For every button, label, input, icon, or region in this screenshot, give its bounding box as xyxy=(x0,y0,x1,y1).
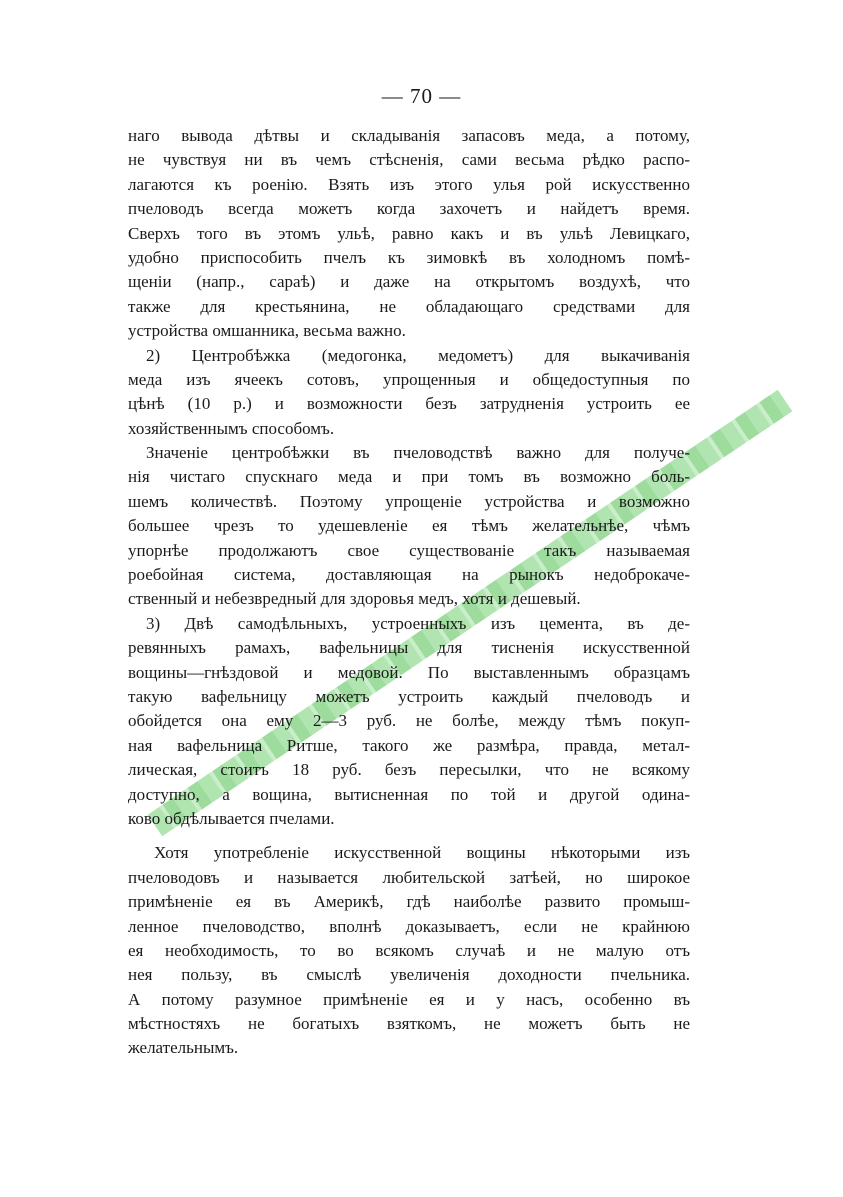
text-line: Значеніе центробѣжки въ пчеловодствѣ важно для получе- xyxy=(146,443,690,463)
text-line: желательнымъ. xyxy=(128,1038,239,1058)
text-line: хозяйственнымъ способомъ. xyxy=(128,418,335,438)
page-number: — 70 — xyxy=(381,84,462,108)
text-line: роебойная система, доставляющая на рынокъ недоброкаче- xyxy=(128,565,690,585)
text-line: 3) Двѣ самодѣльныхъ, устроенныхъ изъ цемента, въ де- xyxy=(146,613,690,633)
text-line: ково обдѣлывается пчелами. xyxy=(128,808,335,828)
text-line: нея пользу, въ смыслѣ увеличенія доходности пчельника. xyxy=(128,965,690,985)
text-line: ея необходимость, то во всякомъ случаѣ и не малую отъ xyxy=(128,940,690,960)
text-line: примѣненіе ея въ Америкѣ, гдѣ наиболѣе развито промыш- xyxy=(128,892,690,912)
text-line: лагаются къ роенію. Взять изъ этого улья рой искусственно xyxy=(128,174,690,194)
text-line: упорнѣе продолжаютъ свое существованіе такъ называемая xyxy=(128,540,690,560)
text-line: цѣнѣ (10 р.) и возможности безъ затрудненія устроить ее xyxy=(128,394,690,414)
body-text xyxy=(128,124,690,1061)
text-line: устройства омшанника, весьма важно. xyxy=(128,321,406,341)
text-line: нія чистаго спускнаго меда и при томъ въ возможно боль- xyxy=(128,467,690,487)
text-line: ная вафельница Ритше, такого же размѣра, правда, метал- xyxy=(128,735,690,755)
text-line: меда изъ ячеекъ сотовъ, упрощенныя и общедоступныя по xyxy=(128,369,690,389)
text-line: ревянныхъ рамахъ, вафельницы для тисненія искусственной xyxy=(128,638,690,658)
text-line: щеніи (напр., сараѣ) и даже на открытомъ воздухѣ, что xyxy=(128,272,690,292)
text-line: Сверхъ того въ этомъ ульѣ, равно какъ и въ ульѣ Левицкаго, xyxy=(128,223,690,243)
text-line: обойдется она ему 2—3 руб. не болѣе, между тѣмъ покуп- xyxy=(128,711,690,731)
text-line: 2) Центробѣжка (медогонка, медометъ) для выкачиванія xyxy=(146,345,690,365)
text-line: такую вафельницу можетъ устроить каждый пчеловодъ и xyxy=(128,686,690,706)
text-line: удобно приспособить пчелъ къ зимовкѣ въ холодномъ помѣ- xyxy=(128,247,690,267)
text-line: пчеловодовъ и называется любительской затѣей, но широкое xyxy=(128,867,690,887)
text-line: вощины—гнѣздовой и медовой. По выставленнымъ образцамъ xyxy=(128,662,690,682)
text-line: ственный и небезвредный для здоровья медъ, хотя и дешевый. xyxy=(128,589,581,609)
text-line: ленное пчеловодство, вполнѣ доказываетъ, если не крайнюю xyxy=(128,916,690,936)
text-line: лическая, стоитъ 18 руб. безъ пересылки, что не всякому xyxy=(128,760,690,780)
text-line: шемъ количествѣ. Поэтому упрощеніе устройства и возможно xyxy=(128,491,690,511)
text-line: доступно, а вощина, вытисненная по той и другой одина- xyxy=(128,784,690,804)
text-line: не чувствуя ни въ чемъ стѣсненія, сами весьма рѣдко распо- xyxy=(128,150,690,170)
text-line: А потому разумное примѣненіе ея и у насъ, особенно въ xyxy=(128,989,690,1009)
text-line: пчеловодъ всегда можетъ когда захочетъ и найдетъ время. xyxy=(128,199,690,219)
text-line: большее чрезъ то удешевленіе ея тѣмъ желательнѣе, чѣмъ xyxy=(128,516,690,536)
text-line: также для крестьянина, не обладающаго средствами для xyxy=(128,296,690,316)
text-line: Хотя употребленіе искусственной вощины нѣкоторыми изъ xyxy=(154,843,690,863)
text-line: мѣстностяхъ не богатыхъ взяткомъ, не можетъ быть не xyxy=(128,1014,690,1034)
text-line: наго вывода дѣтвы и складыванія запасовъ меда, а потому, xyxy=(128,126,690,145)
